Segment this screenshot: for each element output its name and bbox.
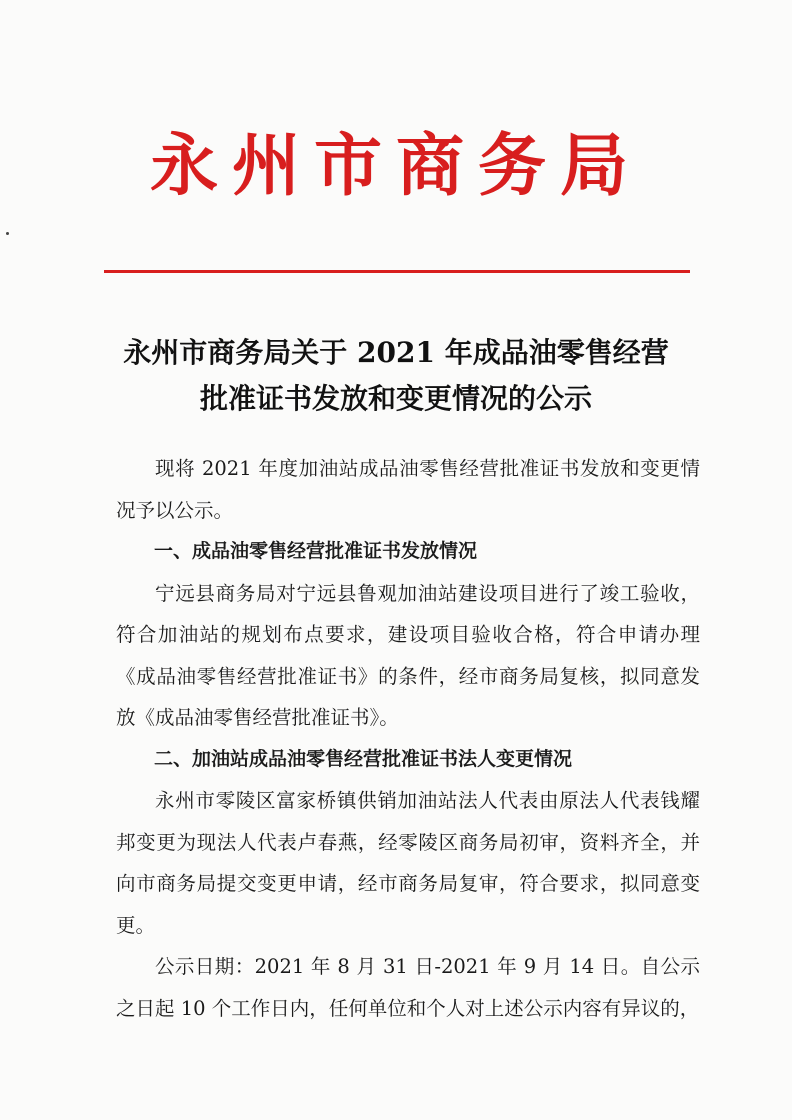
- section-1-paragraph: 宁远县商务局对宁远县鲁观加油站建设项目进行了竣工验收，符合加油站的规划布点要求，建设项目验收合格，符合申请办理《成品油零售经营批准证书》的条件，经市商务局复核，拟同意发放《成品油零售经营批准证书》。: [116, 581, 700, 729]
- notice-paragraph: 公示日期：2021 年 8 月 31 日-2021 年 9 月 14 日。自公示之日起 10 个工作日内，任何单位和个人对上述公示内容有异议的，: [116, 955, 700, 1020]
- letterhead-issuer: 永州市商务局: [149, 126, 642, 206]
- document-title-line-2: 批准证书发放和变更情况的公示: [199, 382, 592, 415]
- document-body: [116, 448, 700, 1029]
- section-1-heading: 一、成品油零售经营批准证书发放情况: [154, 540, 478, 562]
- scan-speck: [6, 232, 9, 235]
- intro-paragraph: 现将 2021 年度加油站成品油零售经营批准证书发放和变更情况予以公示。: [116, 457, 700, 522]
- document-title: [0, 330, 792, 422]
- letterhead-red-rule: [104, 270, 690, 273]
- document-title-line-1: 永州市商务局关于 2021 年成品油零售经营: [123, 336, 669, 369]
- section-2-heading: 二、加油站成品油零售经营批准证书法人变更情况: [154, 747, 573, 770]
- section-2-paragraph: 永州市零陵区富家桥镇供销加油站法人代表由原法人代表钱耀邦变更为现法人代表卢春燕，经零陵区商务局初审，资料齐全，并向市商务局提交变更申请，经市商务局复审，符合要求，拟同意变更。: [116, 789, 700, 937]
